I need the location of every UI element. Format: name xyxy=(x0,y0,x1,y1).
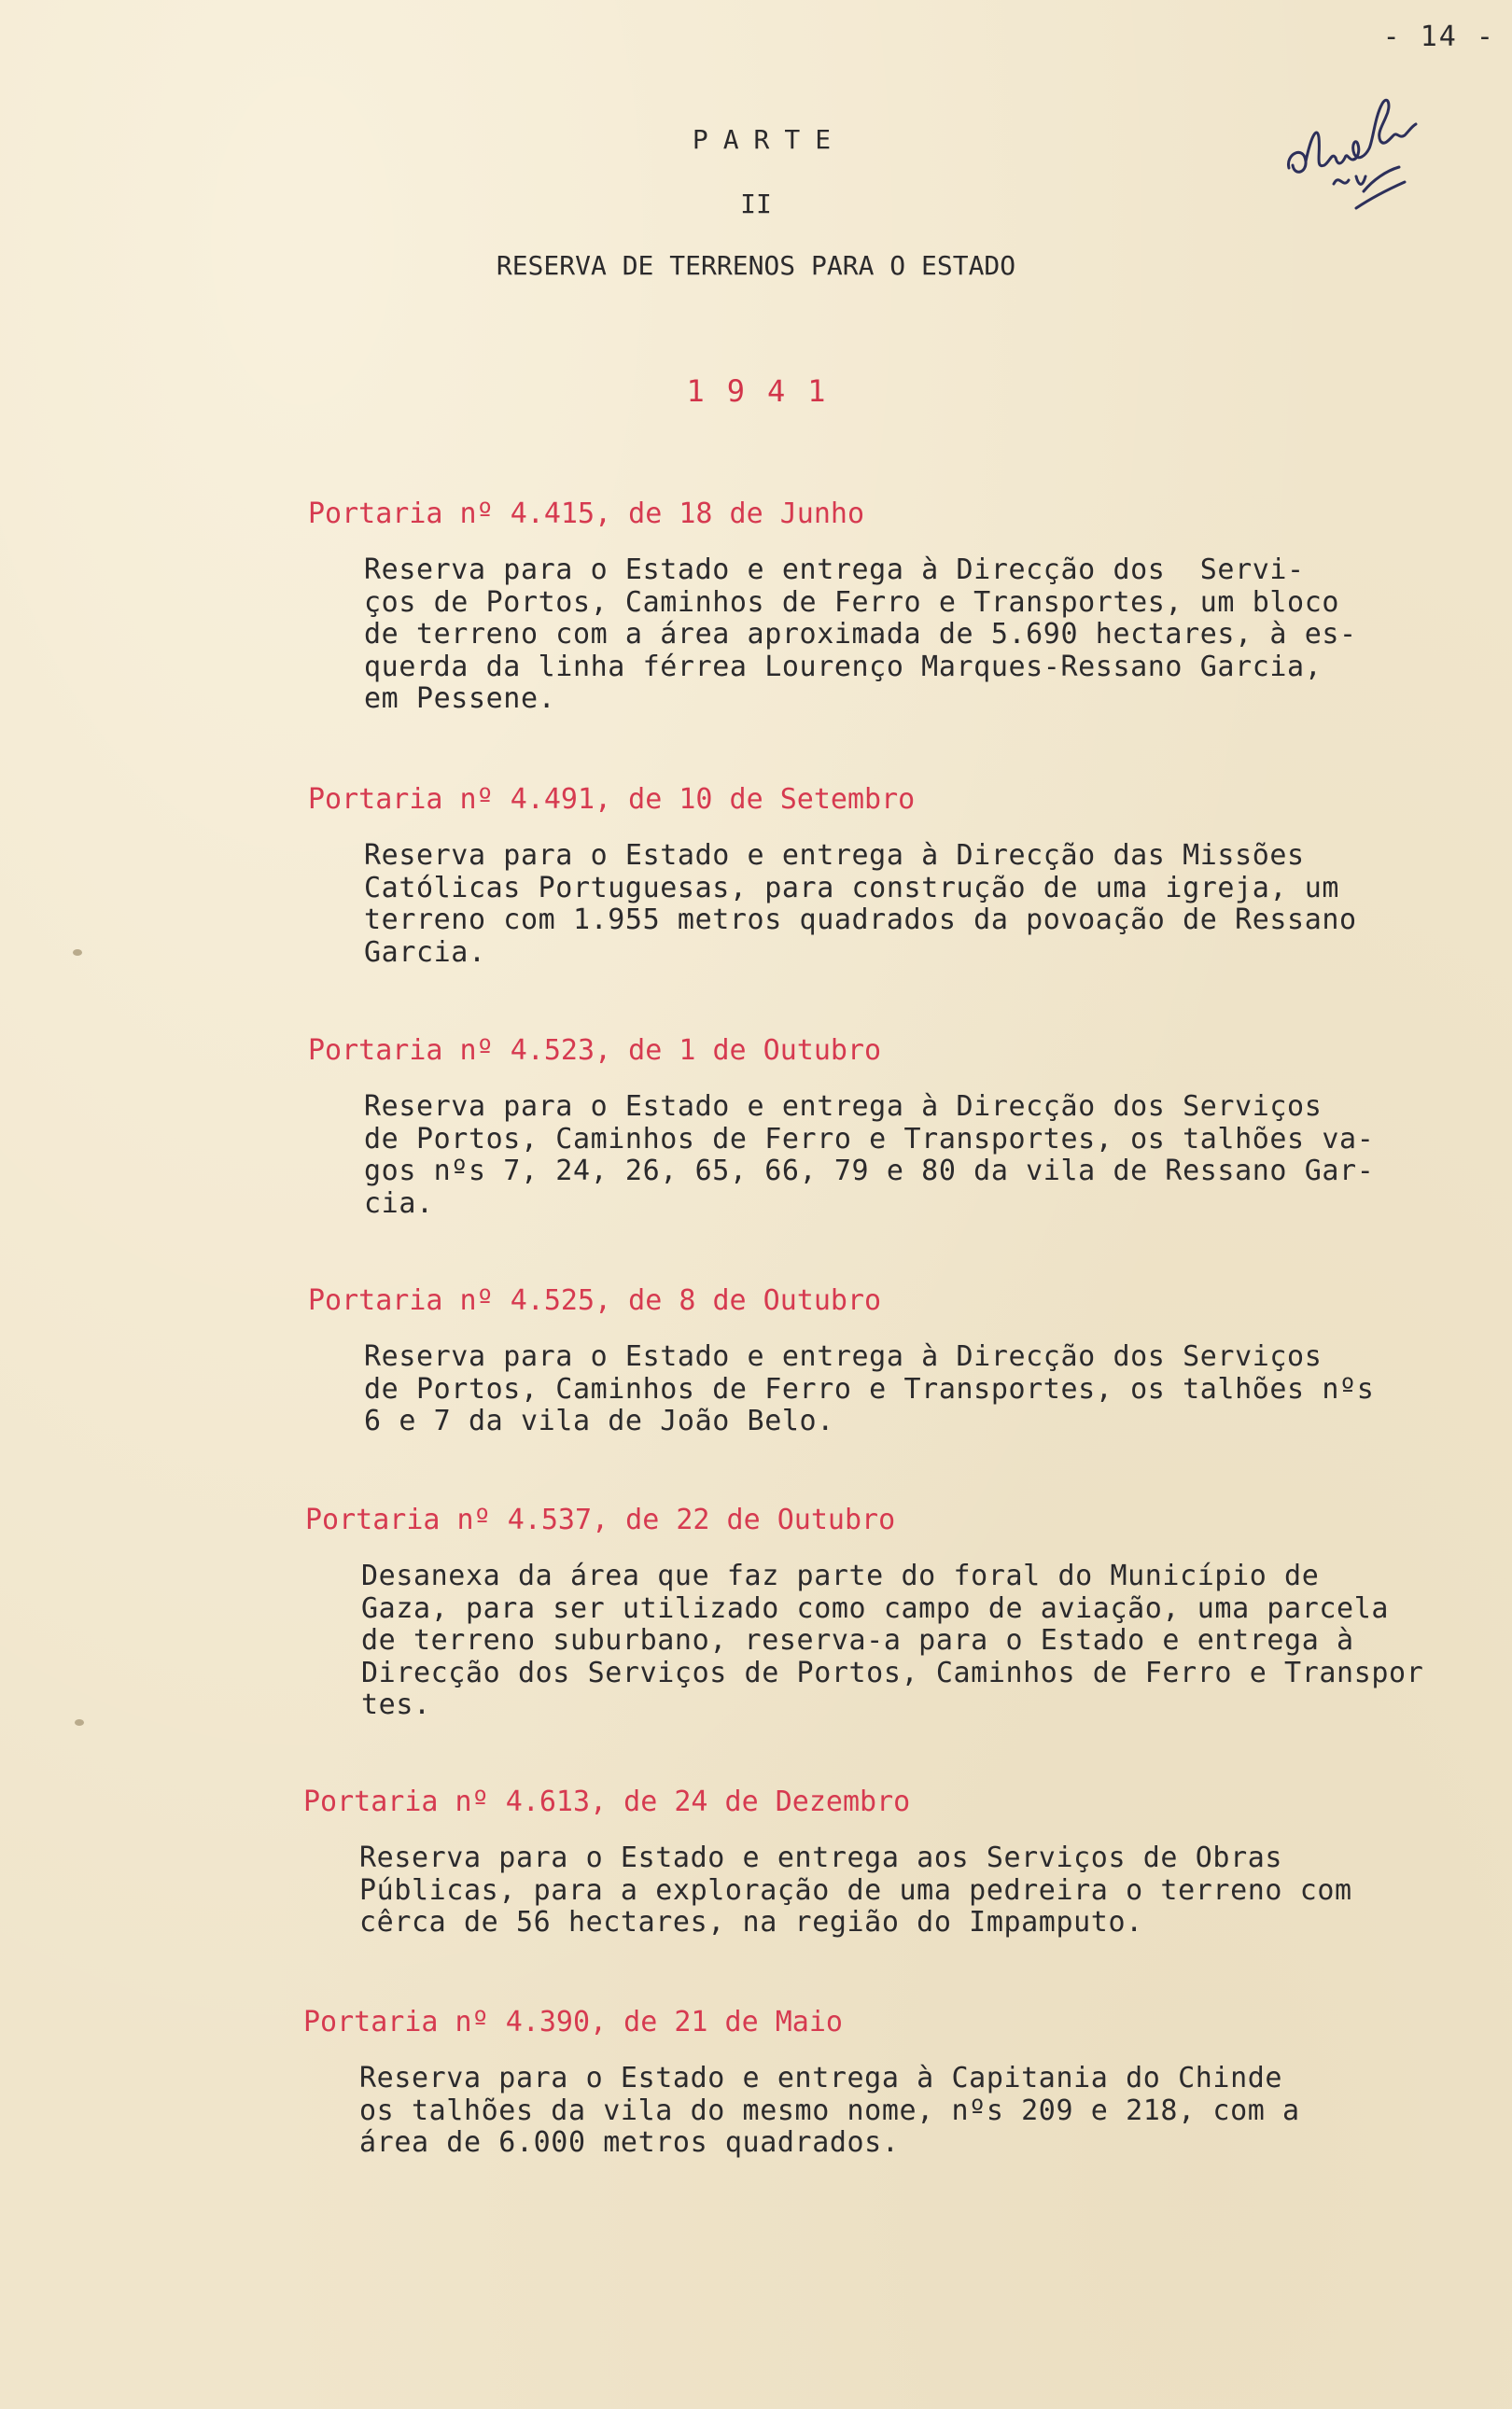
portaria-description: Reserva para o Estado e entrega à Direcção dos Serviços de Portos, Caminhos de Ferro e Transportes, os talhões nºs 6 e 7 da vila de João Belo. xyxy=(364,1340,1375,1437)
portaria-entry xyxy=(308,497,1503,716)
portaria-description: Reserva para o Estado e entrega aos Serviços de Obras Públicas, para a exploração de uma pedreira o terreno com cêrca de 56 hectares, na região do Impamputo. xyxy=(359,1842,1352,1939)
portaria-title: Portaria nº 4.390, de 21 de Maio xyxy=(303,2006,843,2038)
paper-speck xyxy=(75,1719,84,1726)
portaria-title: Portaria nº 4.525, de 8 de Outubro xyxy=(308,1284,882,1317)
page-number: - 14 - xyxy=(1382,21,1495,53)
portaria-description: Reserva para o Estado e entrega à Direcção dos Serviços de Portos, Caminhos de Ferro e Transportes, os talhões va- gos nºs 7, 24, 26, 65, 66, 79 e 80 da vila de Ressano Gar- cia. xyxy=(364,1090,1375,1220)
paper-speck xyxy=(73,949,82,956)
portaria-description: Reserva para o Estado e entrega à Capitania do Chinde os talhões da vila do mesmo nome, nºs 209 e 218, com a área de 6.000 metros quadrados. xyxy=(359,2062,1300,2159)
section-part-numeral: II xyxy=(740,189,772,219)
portaria-description: Reserva para o Estado e entrega à Direcção das Missões Católicas Portuguesas, para construção de uma igreja, um terreno com 1.955 metros quadrados da povoação de Ressano Garcia. xyxy=(364,839,1357,969)
portaria-entry xyxy=(303,2005,1498,2160)
portaria-title: Portaria nº 4.613, de 24 de Dezembro xyxy=(303,1786,911,1818)
portaria-entry xyxy=(308,1283,1503,1438)
handwritten-signature xyxy=(1283,79,1433,229)
portaria-entry xyxy=(305,1503,1500,1722)
year-heading: 1941 xyxy=(686,373,848,409)
portaria-entry xyxy=(303,1785,1498,1940)
portaria-title: Portaria nº 4.537, de 22 de Outubro xyxy=(305,1504,896,1536)
section-part-label: PARTE xyxy=(692,124,847,155)
portaria-description: Reserva para o Estado e entrega à Direcção dos Servi- ços de Portos, Caminhos de Ferro e Transportes, um bloco de terreno com a área aproximada de 5.690 hectares, à es- querda da linha férrea Lourenço Marques-Ressano Garcia, em Pessene. xyxy=(364,553,1357,715)
portaria-entry xyxy=(308,782,1503,969)
portaria-title: Portaria nº 4.415, de 18 de Junho xyxy=(308,497,865,530)
portaria-entry xyxy=(308,1033,1503,1220)
portaria-title: Portaria nº 4.523, de 1 de Outubro xyxy=(308,1034,882,1067)
section-title: RESERVA DE TERRENOS PARA O ESTADO xyxy=(496,250,1016,281)
portaria-title: Portaria nº 4.491, de 10 de Setembro xyxy=(308,783,916,816)
portaria-description: Desanexa da área que faz parte do foral do Município de Gaza, para ser utilizado como campo de aviação, uma parcela de terreno suburbano, reserva-a para o Estado e entrega à Direcção dos Serviços de Portos, Caminhos de Ferro e Transpor tes. xyxy=(361,1560,1424,1721)
